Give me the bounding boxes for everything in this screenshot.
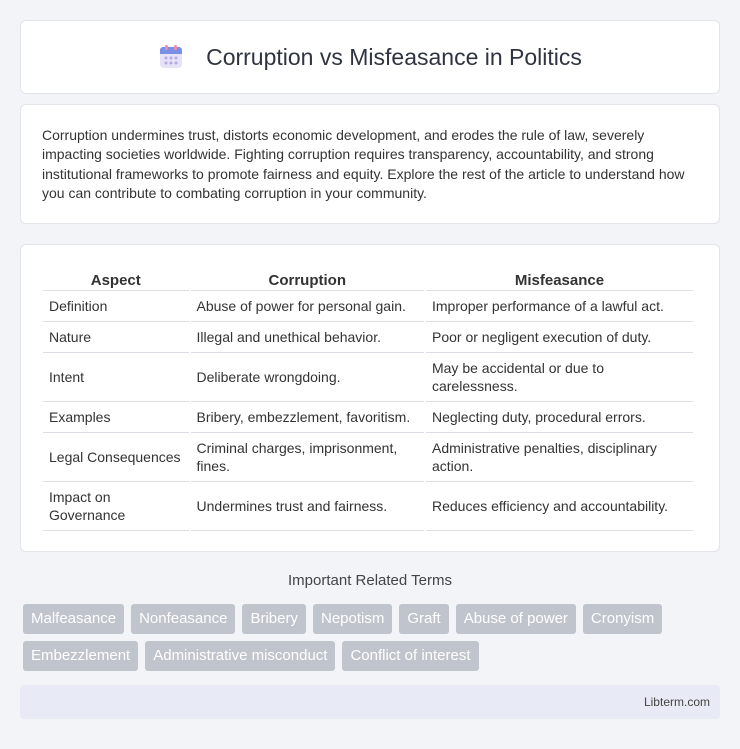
term-tag-cronyism[interactable]: Cronyism xyxy=(583,604,662,634)
table-cell: Illegal and unethical behavior. xyxy=(191,322,424,353)
term-tag-malfeasance[interactable]: Malfeasance xyxy=(23,604,124,634)
table-cell: Undermines trust and fairness. xyxy=(191,482,424,531)
table-row xyxy=(43,402,693,433)
term-tag-administrative-misconduct[interactable]: Administrative misconduct xyxy=(145,641,335,671)
table-cell: Criminal charges, imprisonment, fines. xyxy=(191,433,424,482)
table-cell: Improper performance of a lawful act. xyxy=(426,291,693,322)
header-corruption: Corruption xyxy=(191,267,424,291)
title-row xyxy=(158,44,582,71)
term-tag-conflict-of-interest[interactable]: Conflict of interest xyxy=(342,641,478,671)
footer-brand-link[interactable]: Libterm.com xyxy=(643,695,710,709)
comparison-card xyxy=(20,244,720,552)
table-cell: Intent xyxy=(43,353,189,402)
table-cell: Poor or negligent execution of duty. xyxy=(426,322,693,353)
table-cell: Abuse of power for personal gain. xyxy=(191,291,424,322)
calendar-icon xyxy=(158,44,184,70)
table-row xyxy=(43,291,693,322)
table-header-row xyxy=(43,267,693,291)
term-tag-nonfeasance[interactable]: Nonfeasance xyxy=(131,604,235,634)
table-cell: Administrative penalties, disciplinary action. xyxy=(426,433,693,482)
term-tag-embezzlement[interactable]: Embezzlement xyxy=(23,641,138,671)
related-terms-list xyxy=(23,604,723,671)
page-title: Corruption vs Misfeasance in Politics xyxy=(206,43,582,70)
term-tag-bribery[interactable]: Bribery xyxy=(242,604,306,634)
table-cell: Deliberate wrongdoing. xyxy=(191,353,424,402)
related-terms-title: Important Related Terms xyxy=(288,572,452,589)
header-card xyxy=(20,20,720,94)
table-cell: Nature xyxy=(43,322,189,353)
term-tag-graft[interactable]: Graft xyxy=(399,604,448,634)
table-cell: Neglecting duty, procedural errors. xyxy=(426,402,693,433)
table-cell: Bribery, embezzlement, favoritism. xyxy=(191,402,424,433)
term-tag-abuse-of-power[interactable]: Abuse of power xyxy=(456,604,576,634)
header-aspect: Aspect xyxy=(43,267,189,291)
table-row xyxy=(43,322,693,353)
table-cell: Reduces efficiency and accountability. xyxy=(426,482,693,531)
intro-card xyxy=(20,104,720,224)
footer xyxy=(20,685,720,719)
table-row xyxy=(43,433,693,482)
table-row xyxy=(43,353,693,402)
comparison-table xyxy=(41,267,695,531)
table-cell: Impact on Governance xyxy=(43,482,189,531)
header-misfeasance: Misfeasance xyxy=(426,267,693,291)
table-cell: Definition xyxy=(43,291,189,322)
table-cell: May be accidental or due to carelessness. xyxy=(426,353,693,402)
intro-text: Corruption undermines trust, distorts economic development, and erodes the rule of law, severely impacting societies worldwide. Fighting corruption requires transparency, accountability, and strong institutional frameworks to promote fairness and equity. Explore the rest of the article to understand how you can contribute to combating corruption in your community. xyxy=(42,127,685,201)
table-cell: Legal Consequences xyxy=(43,433,189,482)
table-row xyxy=(43,482,693,531)
term-tag-nepotism[interactable]: Nepotism xyxy=(313,604,392,634)
table-cell: Examples xyxy=(43,402,189,433)
